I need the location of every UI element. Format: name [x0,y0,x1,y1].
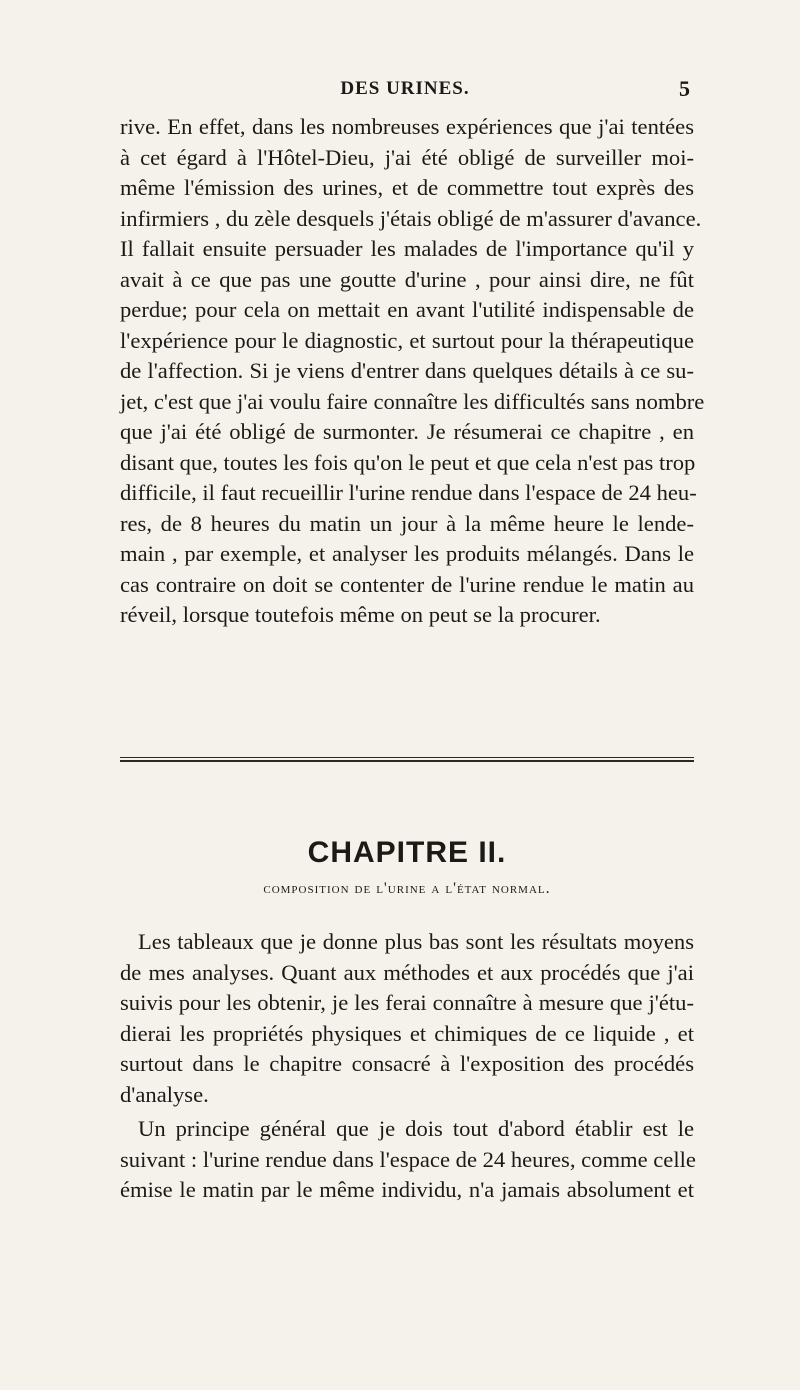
text-line: surtout dans le chapitre consacré à l'exposition des procédés [120,1051,694,1076]
running-header [120,78,690,106]
text-line: d'analyse. [120,1081,209,1107]
text-line: perdue; pour cela on mettait en avant l'utilité indispensable de [120,297,694,322]
text-line: jet, c'est que j'ai voulu faire connaître les difficultés sans nombre [120,388,705,414]
text-line: suivis pour les obtenir, je les ferai connaître à mesure que j'étu- [120,990,694,1015]
text-line: Les tableaux que je donne plus bas sont les résultats moyens [138,929,694,954]
text-line: res, de 8 heures du matin un jour à la même heure le lende- [120,510,694,536]
chapter-title: CHAPITRE II. [307,836,507,869]
text-line: de mes analyses. Quant aux méthodes et aux procédés que j'ai [120,959,694,985]
text-line: cas contraire on doit se contenter de l'urine rendue le matin au [120,571,694,597]
text-line: à cet égard à l'Hôtel-Dieu, j'ai été obligé de surveiller moi- [120,144,694,170]
text-line: avait à ce que pas une goutte d'urine , pour ainsi dire, ne fût [120,266,694,292]
text-line: l'expérience pour le diagnostic, et surtout pour la thérapeutique [120,327,694,353]
divider-thick-line [120,760,694,762]
running-title: DES URINES. [340,78,470,99]
paragraph-principle [120,1114,694,1206]
text-line: même l'émission des urines, et de commettre tout exprès des [120,175,694,200]
text-line: difficile, il faut recueillir l'urine rendue dans l'espace de 24 heu- [120,480,697,505]
text-line: de l'affection. Si je viens d'entrer dans quelques détails à ce su- [120,358,694,383]
text-line: que j'ai été obligé de surmonter. Je résumerai ce chapitre , en [120,419,694,444]
text-line: infirmiers , du zèle desquels j'étais obligé de m'assurer d'avance. [120,205,702,231]
text-line: Il fallait ensuite persuader les malades de l'importance qu'il y [120,236,694,261]
chapter-subtitle: composition de l'urine a l'état normal. [263,880,551,897]
text-line: main , par exemple, et analyser les produits mélangés. Dans le [120,541,694,566]
section-divider [120,757,694,763]
text-line: dierai les propriétés physiques et chimiques de ce liquide , et [120,1020,694,1046]
text-line: émise le matin par le même individu, n'a jamais absolument et [120,1177,694,1202]
text-line: suivant : l'urine rendue dans l'espace de 24 heures, comme celle [120,1146,696,1172]
text-line: réveil, lorsque toutefois même on peut se la procurer. [120,602,601,627]
divider-thin-line [120,757,694,758]
text-line: disant que, toutes les fois qu'on le peut et que cela n'est pas trop [120,449,696,475]
paragraph-intro [120,927,694,1110]
text-line: rive. En effet, dans les nombreuses expériences que j'ai tentées [120,114,694,139]
paragraph-continued [120,112,705,631]
text-line: Un principe général que je dois tout d'abord établir est le [138,1116,694,1141]
page-number: 5 [679,76,690,101]
